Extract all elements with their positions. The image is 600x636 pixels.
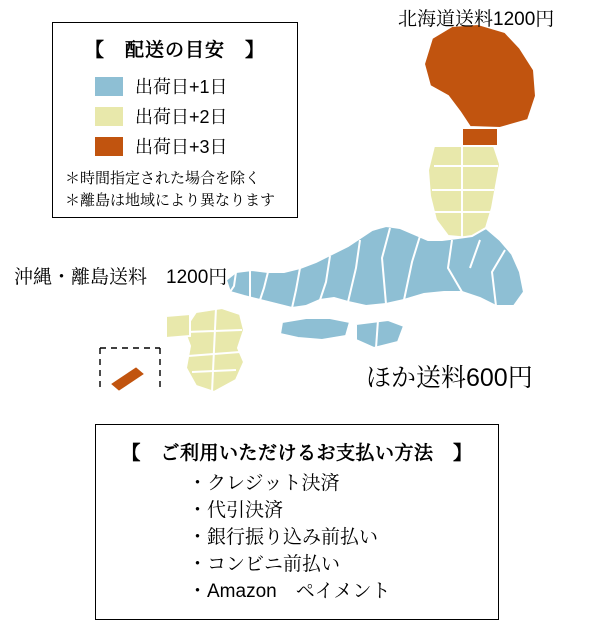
payment-item-amazon-pay: ・Amazon ペイメント: [188, 580, 391, 602]
legend-row-day2: [95, 102, 297, 130]
map-region-tohoku: [428, 146, 500, 238]
payment-item-credit: ・クレジット決済: [188, 473, 340, 494]
payment-methods-box: [95, 424, 499, 620]
legend-swatch-day3: [95, 137, 123, 156]
legend-label-day3: 出荷日+3日: [135, 137, 228, 157]
legend-notes: [53, 168, 297, 212]
legend-label-day2: 出荷日+2日: [135, 107, 228, 127]
legend-row-day3: [95, 132, 297, 160]
payment-method-list: [96, 471, 498, 606]
legend-row-day1: [95, 72, 297, 100]
legend-swatch-day2: [95, 107, 123, 126]
map-region-kyushu: [166, 308, 244, 392]
legend-note-1: ＊時間指定された場合を除く: [65, 170, 261, 187]
legend-rows: [53, 72, 297, 160]
label-other-shipping: ほか送料600円: [366, 364, 533, 392]
legend-note-2: ＊離島は地域により異なります: [65, 191, 276, 209]
map-region-okinawa: [100, 348, 160, 392]
legend-label-day1: 出荷日+1日: [135, 77, 228, 97]
payment-item-konbini: ・コンビニ前払い: [188, 553, 341, 575]
payment-item-cod: ・代引決済: [188, 499, 284, 521]
legend-title: 【 配送の目安 】: [84, 40, 265, 61]
payment-item-bank-transfer: ・銀行振り込み前払い: [188, 526, 379, 548]
label-hokkaido-shipping: 北海道送料1200円: [398, 9, 555, 30]
label-okinawa-shipping: 沖縄・離島送料 1200円: [14, 267, 228, 288]
legend-swatch-day1: [95, 77, 123, 96]
delivery-legend-box: [52, 22, 298, 218]
payment-title: 【 ご利用いただけるお支払い方法 】: [121, 443, 473, 464]
map-region-hokkaido: [424, 24, 536, 146]
map-region-shikoku: [356, 320, 404, 348]
